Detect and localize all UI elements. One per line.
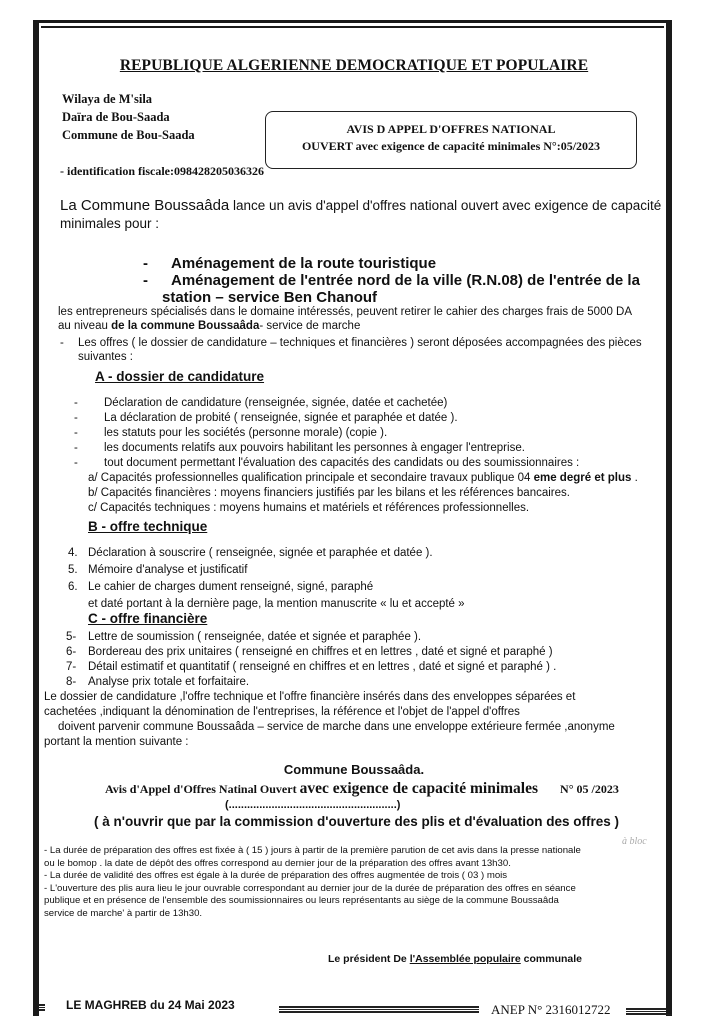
envelope-avis: Avis d'Appel d'Offres Natinal Ouvert avec exigence de capacité minimales N° 05 /2023 [105,780,619,797]
stamp-mark: à bloc [622,836,647,847]
fiscal-identification: - identification fiscale:098428205036326 [60,164,264,178]
capacity-item: b/ Capacités financières : moyens financiers justifiés par les bilans et les références bancaires. [88,487,570,499]
condition-line: publique et en présence de l'ensemble des soumissionnaires ou leurs représentants au siège de la commune Boussaâda [44,895,559,906]
retrieval-line2-bold: de la commune Boussaâda [111,320,260,332]
offers-intro [60,336,642,364]
capacity-item: c/ Capacités techniques : moyens humains et matériels et références professionnelles. [88,502,530,514]
commune-line: Commune de Bou-Saada [62,128,195,142]
list-item: - La déclaration de probité ( renseignée, signée et paraphée et datée ). [74,412,458,424]
document-title: REPUBLIQUE ALGERIENNE DEMOCRATIQUE ET POPULAIRE [119,57,589,74]
section-c-list [66,630,556,690]
project-bold: Aménagement [171,255,275,272]
administrative-header [62,90,195,144]
notice-title-box [265,111,637,169]
list-item: 6. Le cahier de charges dument renseigné, signé, paraphé [68,581,374,593]
list-item: 7- Détail estimatif et quantitatif ( renseigné en chiffres et en lettres , daté et signé et paraphé ) . [66,661,557,673]
envelope-number: N° 05 /2023 [560,782,619,796]
submission-line2: cachetées ,indiquant la dénomination de l'entreprises, la référence et l'objet de l'appel d'offres [44,706,520,718]
project-item [143,255,436,273]
envelope-warning: ( à n'ouvrir que par la commission d'ouverture des plis et d'évaluation des offres ) [94,814,620,829]
project-text: de l'entrée nord de la ville (R.N.08) de l'entrée de la [274,272,640,289]
list-item: 5- Lettre de soumission ( renseignée, datée et signée et paraphée ). [66,631,422,643]
submission-paragraph [44,690,615,750]
intro-text-2: minimales pour : [60,216,160,231]
section-a-heading: A - dossier de candidature [95,369,265,384]
condition-line: - L'ouverture des plis aura lieu le jour ouvrable correspondant au dernier jour de la durée de préparation des offres en séance [44,882,576,894]
envelope-commune: Commune Boussaâda. [283,762,425,777]
section-c-heading: C - offre financière [88,611,208,626]
offers-intro-line2: suivantes : [78,351,133,363]
intro-paragraph [60,197,661,233]
section-b-heading: B - offre technique [88,519,208,534]
bullet: - [143,272,148,289]
daira-line: Daïra de Bou-Saada [62,110,170,124]
offers-intro-line1: Les offres ( le dossier de candidature – techniques et financières ) seront déposées accompagnées des pièces [78,337,642,349]
bullet: - [143,255,148,272]
condition-line: - La durée de validité des offres est égale à la durée de préparation des offres augmentée de trois ( 03 ) mois [44,870,508,881]
retrieval-line2-post: - service de marche [259,320,361,332]
conditions-paragraph [44,845,581,920]
project-item [143,272,640,290]
list-item: - les documents relatifs aux pouvoirs habilitant les personnes à engager l'entreprise. [74,442,525,454]
retrieval-paragraph [58,305,632,333]
list-item: 6- Bordereau des prix unitaires ( renseigné en chiffres et en lettres , daté et signé et paraphé ) [66,646,553,658]
retrieval-line2-pre: au niveau [58,320,112,332]
signature-line: Le président De l'Assemblée populaire communale [328,953,583,965]
project-bold: Aménagement [171,272,275,289]
condition-line: - La durée de préparation des offres est fixée à ( 15 ) jours à partir de la première parution de cet avis dans la presse nationale [44,845,581,856]
list-item: 5. Mémoire d'analyse et justificatif [68,564,248,576]
list-item: 8- Analyse prix totale et forfaitaire. [66,676,250,688]
retrieval-line1: les entrepreneurs spécialisés dans le domaine intéressés, peuvent retirer le cahier des charges frais de 5000 DA [58,306,633,318]
submission-line1: Le dossier de candidature ,l'offre technique et l'offre financière insérés dans des enveloppes séparées et [44,691,576,703]
anep-number: ANEP N° 2316012722 [491,1002,611,1017]
list-item-continuation: et daté portant à la dernière page, la mention manuscrite « lu et accepté » [88,598,465,610]
list-item: - les statuts pour les sociétés (personne morale) (copie ). [74,427,388,439]
border-corner-right [666,990,672,1014]
wilaya-line: Wilaya de M'sila [62,92,153,106]
notice-title-line2: OUVERT avec exigence de capacité minimales N°:05/2023 [301,139,601,153]
list-item: - Déclaration de candidature (renseignée, signée, datée et cachetée) [74,397,448,409]
condition-line: ou le bomop . la date de dépôt des offres correspond au dernier jour de la préparation des offres avant 13h30. [44,857,511,869]
intro-text-1: lance un avis d'appel d'offres national ouvert avec exigence de capacité [229,198,662,213]
intro-lead: La Commune Boussaâda [60,197,230,214]
footer-rule-middle [279,1006,479,1013]
envelope-placeholder: (.......................................................) [225,799,401,811]
submission-line3: doivent parvenir commune Boussaâda – service de marche dans une enveloppe extérieure fermée ,anonyme [58,721,615,733]
section-b-list [68,545,465,613]
list-item: - tout document permettant l'évaluation des capacités des candidats ou des soumissionnaires : [74,457,580,469]
border-corner-left [33,990,39,1012]
condition-line: service de marche' à partir de 13h30. [44,907,203,919]
list-item: 4. Déclaration à souscrire ( renseignée, signée et paraphée et datée ). [68,547,433,559]
project-text: de la route touristique [274,255,437,272]
capacities-list [88,471,638,516]
submission-line4: portant la mention suivante : [44,736,189,748]
project-continuation: station – service Ben Chanouf [162,289,378,306]
publication-info: LE MAGHREB du 24 Mai 2023 [66,998,235,1012]
bullet: - [60,337,64,349]
notice-title-line1: AVIS D APPEL D'OFFRES NATIONAL [346,122,556,136]
section-a-list [74,396,579,471]
capacity-item: a/ Capacités professionnelles qualification principale et secondaire travaux publique 04 eme degré et plus . [88,472,638,484]
